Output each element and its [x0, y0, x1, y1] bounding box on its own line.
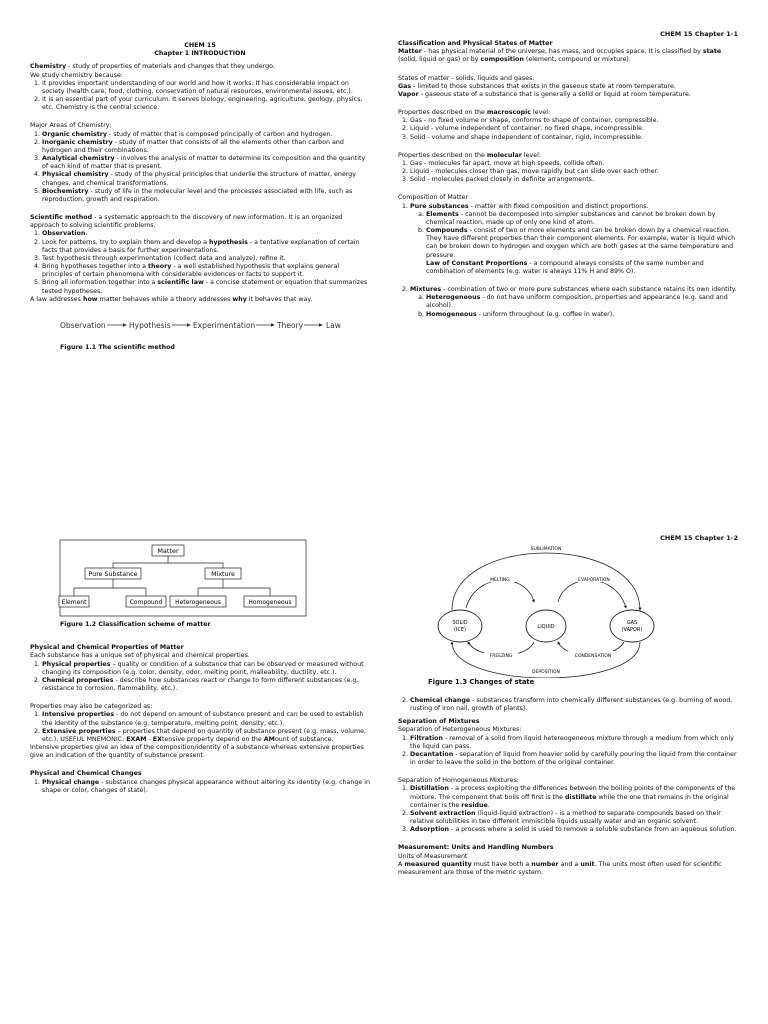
chemical-change-list — [398, 697, 738, 713]
svg-text:LIQUID: LIQUID — [537, 624, 555, 630]
areas-list — [30, 131, 370, 205]
macroscopic-list — [398, 117, 738, 142]
composition-list — [398, 203, 738, 277]
page-header: CHEM 15 Chapter 1-2 — [660, 534, 738, 542]
label-deposition: DEPOSITION — [532, 670, 560, 675]
list-item: 1. Organic chemistry - study of matter that is composed principally of carbon and hydrogen. — [42, 131, 370, 139]
list-item: 4. Physical chemistry - study of the physical principles that underlie the structure of matter, energy changes, and chemical transformations. — [42, 171, 370, 187]
list-item: 5. Biochemistry - study of life in the molecular level and the processes associated with life, such as reproduction, growth and respiration. — [42, 188, 370, 204]
properties-list — [30, 661, 370, 694]
law-constant-proportions: Law of Constant Proportions - a compound always consists of the same number and combination of elements (e.g. water is always 11% H and 89% O). — [426, 259, 704, 275]
list-item: 1. Intensive properties - do not depend on amount of substance present and can be used to establish the identity of the substance (e.g. temperature, melting point, density, etc.). — [42, 711, 370, 727]
svg-text:(VAPOR): (VAPOR) — [621, 627, 643, 633]
flow-step-hypothesis: Hypothesis — [129, 320, 171, 330]
section-title: Physical and Chemical Changes — [30, 770, 142, 778]
mixture-sublist — [410, 294, 738, 319]
heterogeneous-separation-list — [398, 735, 738, 768]
left-column — [30, 42, 370, 352]
tree-label-mixture: Mixture — [211, 571, 235, 578]
label-melting: MELTING — [490, 578, 510, 583]
state-solid — [438, 610, 482, 642]
list-item: 2. Decantation - separation of liquid from heavier solid by carefully pouring the liquid from the container in order to leave the solid in the bottom of the original container. — [410, 751, 738, 767]
list-item: 3. Solid - molecules packed closely in definite arrangements. — [410, 176, 738, 184]
chapter-title: Chapter 1 INTRODUCTION — [154, 50, 246, 58]
list-item: 1. Gas - molecules far apart, move at high speeds, collide often. — [410, 160, 738, 168]
list-item: 1. Pure substances - matter with fixed composition and distinct proportions. a. Elements - cannot be decomposed into simpler substances and cannot be broken down by chemical reaction, made up of only one kind of atom. b. Compounds - consist of two or more elements and can be broken down by a chemical reaction. They have different properties than their component elements. For example, water is liquid which can be broken down to hydrogen and oxygen which are both gases at the same temperature and pressure. Law of Constant Proportions - a compound always consists of the same number and combination of elements (e.g. water is always 11% H and 89% O). — [410, 203, 738, 277]
intensive-extensive-note: Intensive properties give an idea of the composition/identity of a substance whereas extensive properties give an indication of the quantity of substance present. — [30, 744, 364, 760]
scientific-method-definition: Scientific method - a systematic approach to the discovery of new information. It is an organized approach to solving scientific problems. — [30, 214, 343, 230]
list-item: 1. Physical properties – quality or condition of a substance that can be observed or measured without changing its composition (e.g. color, density, odor, melting point, malleability, ductility, etc.). — [42, 661, 370, 677]
list-item: 2. It is an essential part of your curriculum. It serves biology, engineering, agriculture, geology, physics, etc. Chemistry is the central science. — [42, 96, 370, 112]
list-item: 2. Look for patterns, try to explain them and develop a hypothesis - a tentative explanation of certain facts that provides a basis for further experimentations. — [42, 239, 370, 255]
tree-label-homogeneous: Homogeneous — [248, 599, 292, 606]
list-item: 2. Liquid - volume independent of container, no fixed shape, incompressible. — [410, 125, 738, 133]
flow-step-theory: Theory — [277, 320, 304, 330]
course-title: CHEM 15 — [184, 42, 216, 49]
tree-label-element: Element — [61, 599, 87, 606]
svg-text:SOLID: SOLID — [452, 620, 468, 626]
flow-step-law: Law — [326, 320, 341, 330]
list-item: 2. Mixtures - combination of two or more pure substances where each substance retains its own identity. a. Heterogeneous - do not have uniform composition, properties and appearance (e.g. sand and alcohol). b. Homogeneous - uniform throughout (e.g. coffee in water). — [410, 286, 738, 319]
section-title: Separation of Mixtures — [398, 718, 480, 726]
list-item: 2. Inorganic chemistry - study of matter that consists of all the elements other than carbon and hydrogen and their combinations. — [42, 139, 370, 155]
homogeneous-separation-list — [398, 785, 738, 834]
flow-step-observation: Observation — [60, 320, 106, 330]
state-gas — [610, 610, 654, 642]
composition-intro: Composition of Matter — [398, 194, 469, 202]
states-line: States of matter - solids, liquids and gases. — [398, 74, 535, 82]
list-item: 1. Distillation - a process exploiting the differences between the boiling points of the components of the mixture. The component that boils off first is the distillate while the one that remains in the original container is the residue. — [410, 785, 738, 810]
tree-label-pure-substance: Pure Substance — [88, 571, 138, 578]
why-list — [30, 80, 370, 113]
list-item: 2. Solvent extraction (liquid-liquid extraction) - is a method to separate compounds based on their relative solubilities in two different immiscible liquids usually water and an organic solvent. — [410, 810, 738, 826]
section-title: Physical and Chemical Properties of Matter — [30, 644, 184, 652]
right-column — [398, 40, 738, 319]
list-item: a. Elements - cannot be decomposed into simpler substances and cannot be broken down by chemical reaction, made up of only one kind of atom. — [426, 211, 738, 227]
steps-list — [30, 230, 370, 295]
scientific-method-flow — [30, 310, 370, 336]
page-2 — [0, 512, 768, 1024]
list-item: 4. Bring hypotheses together into a theory - a well established hypothesis that explains general principles of certain phenomena with considerable evidences or facts to support it. — [42, 263, 370, 279]
section-title: Measurement: Units and Handling Numbers — [398, 844, 554, 852]
list-item: 1. Gas - no fixed volume or shape, conforms to shape of container, compressible. — [410, 117, 738, 125]
measured-quantity-text: A measured quantity must have both a number and a unit. The units most often used for scientific measurement are those of the metric system. — [398, 860, 722, 876]
changes-list — [30, 779, 370, 795]
units-subtitle: Units of Measurement — [398, 852, 468, 860]
figure-1-3-caption: Figure 1.3 Changes of state — [428, 678, 535, 686]
molecular-intro: Properties described on the molecular level: — [398, 151, 541, 159]
list-item: 1. Physical change - substance changes physical appearance without altering its identity (e.g. change in shape or color, changes of state). — [42, 779, 370, 795]
label-freezing: FREEZING — [489, 654, 513, 659]
figure-1-2-caption: Figure 1.2 Classification scheme of matter — [60, 621, 211, 628]
list-item: b. Homogeneous - uniform throughout (e.g. coffee in water). — [426, 311, 738, 319]
list-item: 2. Chemical properties - describe how substances react or change to form different substances (e.g. resistance to corrosion, flammability, etc.). — [42, 677, 370, 693]
pure-sublist — [410, 211, 738, 276]
mixture-list — [398, 286, 738, 319]
flow-step-experimentation: Experimentation — [193, 320, 256, 330]
tree-label-compound: Compound — [129, 599, 163, 606]
svg-text:GAS: GAS — [626, 620, 638, 626]
list-item: 2. Liquid - molecules closer than gas, move rapidly but can slide over each other. — [410, 168, 738, 176]
right-column — [398, 542, 738, 877]
list-item: 5. Bring all information together into a scientific law - a concise statement or equation that summarizes tested hypotheses. — [42, 279, 370, 295]
list-item: 1. It provides important understanding of our world and how it works. It has considerable impact on society (health care, food, clothing, conservation of natural resources, environmental issues, etc.). — [42, 80, 370, 96]
separation-heterogeneous-intro: Separation of Heterogeneous Mixtures: — [398, 726, 522, 734]
properties-intro: Each substance has a unique set of physical and chemical properties. — [30, 652, 250, 660]
chemistry-definition: Chemistry - study of properties of materials and changes that they undergo. — [30, 63, 275, 71]
macroscopic-intro: Properties described on the macroscopic level: — [398, 109, 551, 117]
section-title: Classification and Physical States of Matter — [398, 40, 553, 47]
list-item: 3. Solid - volume and shape independent of container, rigid, incompressible. — [410, 134, 738, 142]
classification-tree — [58, 538, 308, 618]
list-item: b. Compounds - consist of two or more elements and can be broken down by a chemical reaction. They have different properties than their component elements. For example, water is liquid which can be broken down to hydrogen and oxygen which are both gases at the same temperature and pressure. Law of Constant Proportions - a compound always consists of the same number and combination of elements (e.g. water is always 11% H and 89% O). — [426, 227, 738, 276]
label-sublimation: SUBLIMATION — [530, 547, 562, 552]
label-condensation: CONDENSATION — [574, 654, 612, 659]
list-item: a. Heterogeneous - do not have uniform composition, properties and appearance (e.g. sand and alcohol). — [426, 294, 738, 310]
left-column — [30, 538, 370, 795]
svg-text:(ICE): (ICE) — [453, 627, 467, 633]
molecular-list — [398, 160, 738, 185]
gas-definition: Gas - limited to those substances that exists in the gaseous state at room temperature. — [398, 82, 676, 90]
list-item: 2. Chemical change - substances transform into chemically different substances (e.g. burning of wood, rusting of iron nail, growth of plants). — [410, 697, 738, 713]
separation-homogeneous-intro: Separation of Homogeneous Mixtures: — [398, 777, 519, 785]
changes-of-state-diagram — [436, 542, 656, 678]
vapor-definition: Vapor - gaseous state of a substance that is generally a solid or liquid at room temperature. — [398, 90, 691, 98]
tree-label-matter: Matter — [157, 547, 179, 555]
areas-intro: Major Areas of Chemistry: — [30, 122, 112, 130]
law-vs-theory: A law addresses how matter behaves while a theory addresses why it behaves that way. — [30, 295, 313, 303]
list-item: 2. Extensive properties – properties that depend on quantity of substance present (e.g. mass, volume, etc.). USEFUL MNEMONIC: EXAM - EXtensive property depend on the AMount of substance. — [42, 728, 370, 744]
list-item: 1. Observation. — [42, 230, 370, 238]
categories-list — [30, 711, 370, 744]
categories-intro: Properties may also be categorized as: — [30, 703, 153, 711]
matter-definition: Matter - has physical material of the universe, has mass, and occupies space. It is classified by state (solid, liquid or gas) or by composition (element, compound or mixture). — [398, 48, 722, 64]
label-evaporation: EVAPORATION — [578, 578, 610, 583]
list-item: 3. Analytical chemistry - involves the analysis of matter to determine its composition and the quantity of each kind of matter that is present. — [42, 155, 370, 171]
list-item: 3. Adsorption - a process where a solid is used to remove a soluble substance from an aqueous solution. — [410, 826, 738, 834]
page-header: CHEM 15 Chapter 1-1 — [660, 30, 738, 38]
list-item: 3. Test hypothesis through experimentation (collect data and analyze), refine it. — [42, 255, 370, 263]
tree-label-heterogeneous: Heterogeneous — [175, 599, 221, 606]
figure-1-1-caption: Figure 1.1 The scientific method — [60, 343, 175, 351]
list-item: 1. Filtration - removal of a solid from liquid hetereogeneous mixture through a medium from which only the liquid can pass. — [410, 735, 738, 751]
why-intro: We study chemistry because: — [30, 71, 123, 79]
